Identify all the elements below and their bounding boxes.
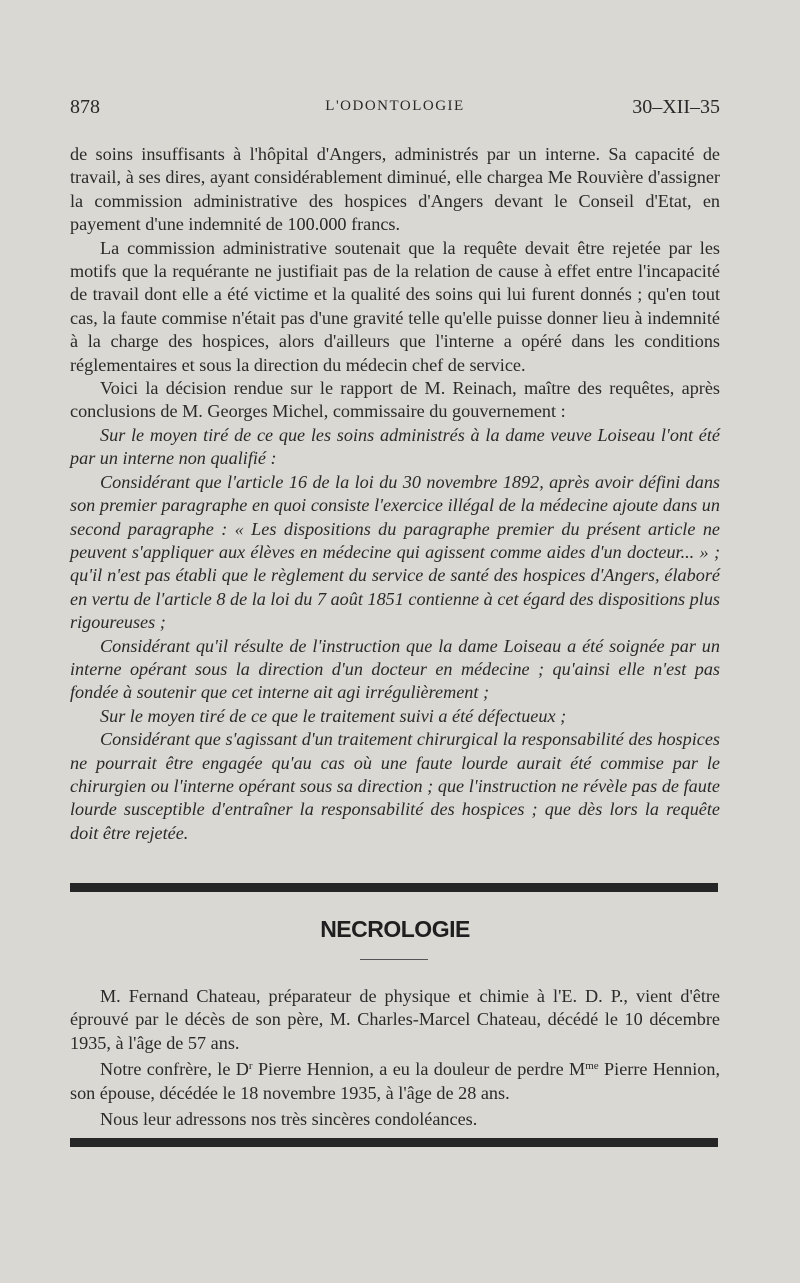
paragraph: Voici la décision rendue sur le rapport de M. Reinach, maître des requêtes, après conclusions de M. Georges Michel, commissaire du gouvernement : [70,378,720,422]
section-title: NECROLOGIE [320,916,470,942]
paragraph-italic: Sur le moyen tiré de ce que les soins administrés à la dame veuve Loiseau l'ont été par un interne non qualifié : [70,424,720,469]
superscript: me [585,1060,599,1073]
section-divider [70,883,718,892]
paragraph-italic: Sur le moyen tiré de ce que le traitement suivi a été défectueux ; [100,705,567,726]
text: Pierre Hennion, son épouse, décédée le 18 novembre 1935, à l'âge de 28 ans. [70,1059,720,1103]
section-divider [70,1138,718,1147]
article-body [70,143,720,845]
paragraph-italic: Considérant qu'il résulte de l'instruction que la dame Loiseau a été soignée par un interne opérant sous la direction d'un docteur en médecine ; qu'ainsi elle n'est pas fondée à soutenir que cet interne ait agi irrégulièrement ; [70,635,720,703]
running-head [70,96,720,126]
paragraph-italic: Considérant que s'agissant d'un traitement chirurgical la responsabilité des hospices ne pourrait être engagée qu'au cas où une faute lourde aurait été commise par le chirurgien ou l'interne opérant sous sa direction ; que l'instruction ne révèle pas de faute lourde susceptible d'entraîner la responsabilité des hospices ; que dès lors la requête doit être rejetée. [70,729,720,843]
text: Pierre Hennion, a eu la douleur de perdre M [252,1059,586,1080]
paragraph-italic: Considérant que l'article 16 de la loi du 30 novembre 1892, après avoir défini dans son premier paragraphe en quoi consiste l'exercice illégal de la médecine ajoute dans un second paragraphe : « Les dispositions du paragraphe premier du présent article ne peuvent s'appliquer aux élèves en médecine qui agissent comme aides d'un docteur... » ; qu'il n'est pas établi que le règlement du service de santé des hospices d'Angers, élaboré en vertu de l'article 8 de la loi du 7 août 1851 contienne à cet égard des dispositions plus rigoureuses ; [70,471,720,633]
issue-date: 30–XII–35 [632,96,720,118]
text: Notre confrère, le D [100,1059,249,1080]
page-number: 878 [70,96,100,118]
paragraph: M. Fernand Chateau, préparateur de physique et chimie à l'E. D. P., vient d'être éprouvé par le décès de son père, M. Charles-Marcel Chateau, décédé le 10 décembre 1935, à l'âge de 57 ans. [70,986,720,1053]
superscript: r [248,1060,253,1073]
paragraph: La commission administrative soutenait que la requête devait être rejetée par les motifs que la requérante ne justifiait pas de la relation de cause à effet entre l'incapacité de travail dont elle a été victime et la qualité des soins qui lui furent donnés ; qu'en tout cas, la faute commise n'était pas d'une gravité telle qu'elle puisse donner lieu à indemnité à la charge des hospices, alors d'ailleurs que l'interne a opéré dans les conditions réglementaires et sous la direction du médecin chef de service. [70,237,720,375]
necrologie-body [70,985,720,1131]
paragraph [70,1058,720,1105]
title-underline [360,959,428,960]
paragraph: de soins insuffisants à l'hôpital d'Angers, administrés par un interne. Sa capacité de travail, à ses dires, ayant considérablement diminué, elle chargea Me Rouvière d'assigner la commission administrative des hospices d'Angers devant le Conseil d'Etat, en payement d'une indemnité de 100.000 francs. [70,144,720,235]
journal-title: L'ODONTOLOGIE [325,98,465,114]
paragraph: Nous leur adressons nos très sincères condoléances. [100,1109,478,1130]
